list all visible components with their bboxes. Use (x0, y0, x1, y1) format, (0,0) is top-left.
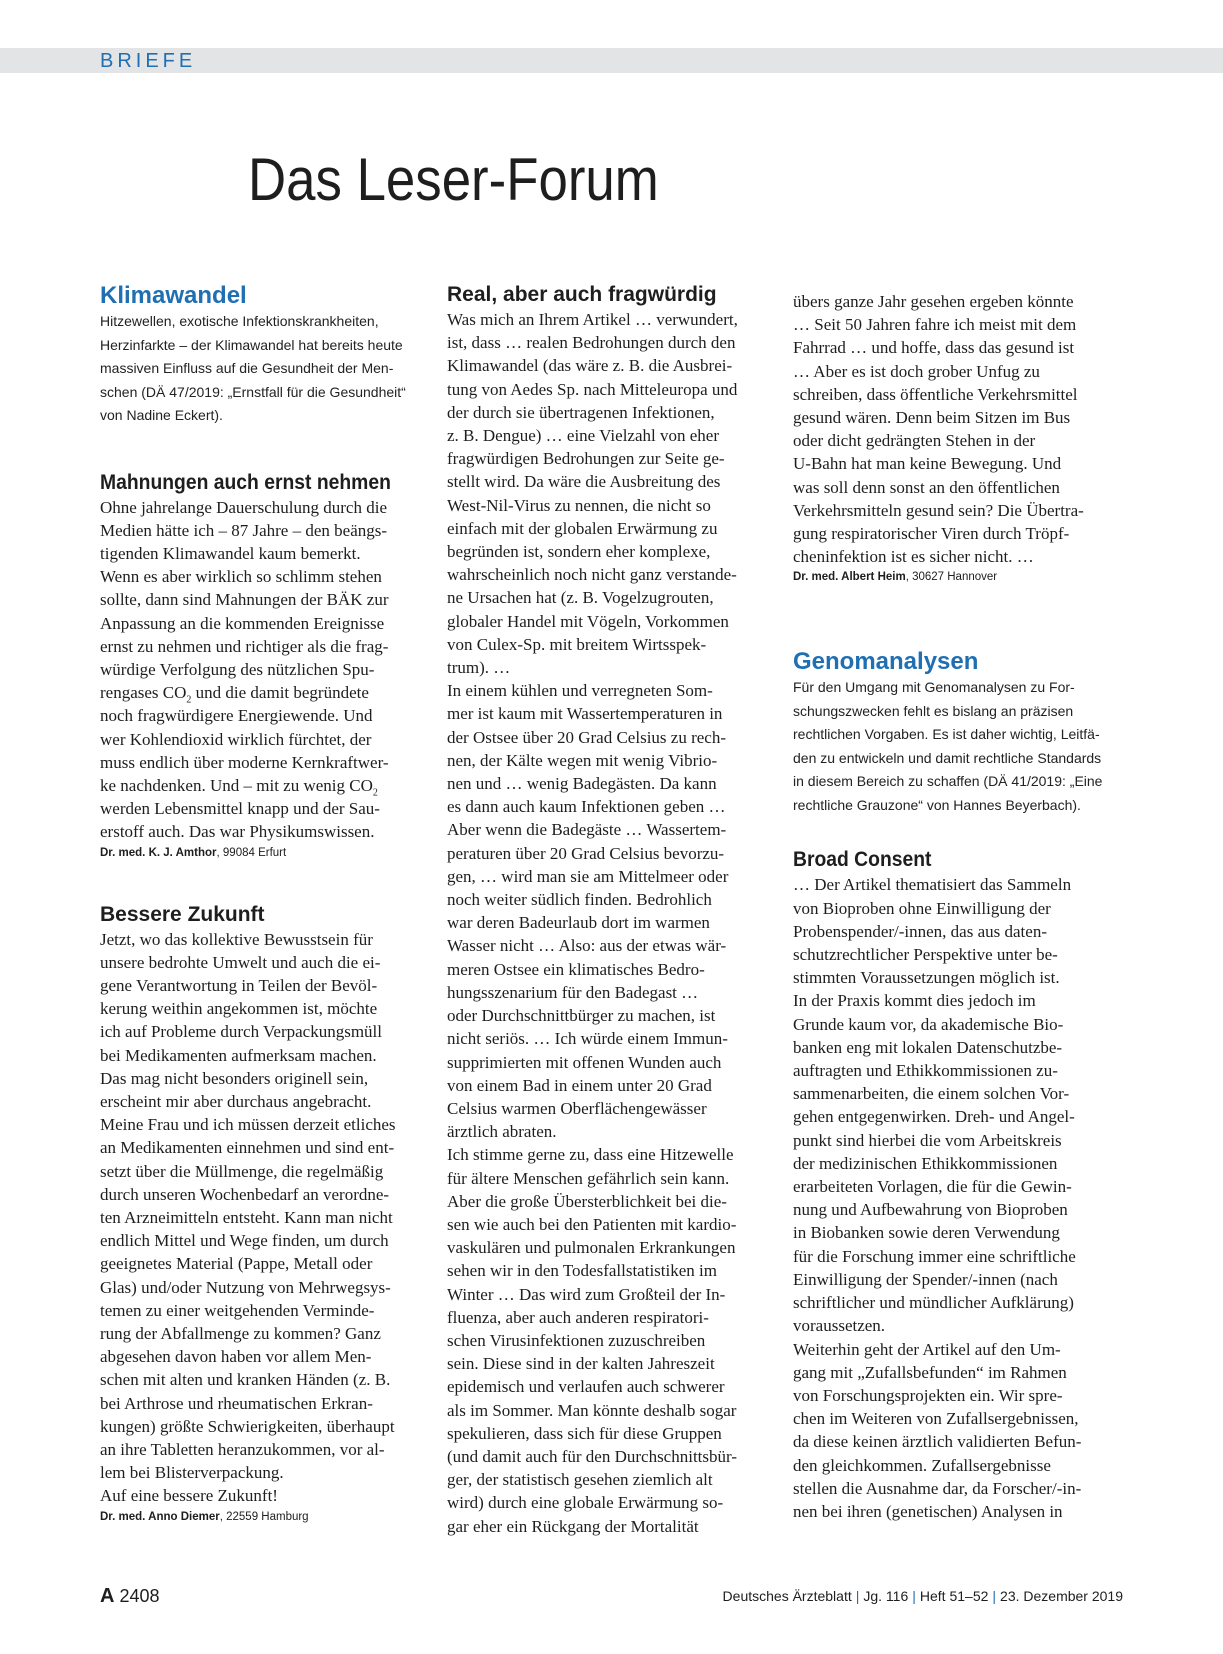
text-line: In einem kühlen und verregneten Som- (447, 681, 713, 701)
text-line: rung der Abfallmenge zu kommen? Ganz (100, 1324, 381, 1343)
journal-name: Deutsches Ärzteblatt (722, 1588, 852, 1604)
text-line: schriftlicher und mündlicher Aufklärung) (793, 1293, 1074, 1313)
text-line: ger, der statistisch gesehen ziemlich alt (447, 1470, 713, 1490)
text-line: von Bioproben ohne Einwilligung der (793, 898, 1051, 918)
text-line: chen im Weiteren von Zufallsergebnissen, (793, 1409, 1079, 1429)
text-line: gung respiratorischer Viren durch Tröpf- (793, 524, 1070, 544)
text-line: den zu entwickeln und damit rechtliche Standards (793, 749, 1102, 766)
journal-date: 23. Dezember 2019 (1000, 1588, 1123, 1604)
text-line: Verkehrsmitteln gesund sein? Die Übertra- (793, 500, 1084, 520)
text-line: der Ostsee über 20 Grad Celsius zu rech- (447, 727, 726, 747)
text-line: lem bei Blisterverpackung. (100, 1463, 284, 1483)
text-line: ten Arzneimitteln entsteht. Kann man nicht (100, 1207, 393, 1227)
text-line: erscheint mir aber durchaus angebracht. (100, 1091, 372, 1111)
text-line: globaler Handel mit Vögeln, Vorkommen (447, 611, 729, 631)
text-line: schen Virusinfektionen zuzuschreiben (447, 1330, 706, 1350)
text-line: begründen ist, sondern eher komplexe, (447, 542, 711, 562)
letter-body-continuation (793, 290, 1123, 568)
text-line: … Aber es ist doch grober Unfug zu (793, 361, 1040, 381)
text-line: bei Arthrose und rheumatischen Erkran- (100, 1393, 373, 1413)
text-line: mer ist kaum mit Wassertemperaturen in (447, 704, 723, 724)
journal-volume: Jg. 116 (863, 1588, 909, 1604)
text-line: rechtlichen Vorgaben. Es ist daher wichtig, Leitfä- (793, 726, 1100, 743)
text-line: durch unseren Wochenbedarf an verordne- (100, 1184, 390, 1204)
text-line: nung und Aufbewahrung von Bioproben (793, 1200, 1068, 1220)
text-line: gen, … wird man sie am Mittelmeer oder (447, 866, 729, 886)
text-line: … Der Artikel thematisiert das Sammeln (793, 875, 1072, 895)
topic-title-genomanalysen: Genomanalysen (793, 648, 979, 676)
text-line: (und damit auch für den Durchschnittsbür- (447, 1446, 737, 1466)
column-2 (447, 282, 777, 1538)
letter-signature-diemer: Dr. med. Anno Diemer, 22559 Hamburg (100, 1510, 309, 1523)
section-label: BRIEFE (100, 50, 197, 72)
text-line: sehen wir in den Todesfallstatistiken im (447, 1261, 717, 1281)
letter-title-mahnungen: Mahnungen auch ernst nehmen (100, 470, 391, 494)
text-line: erarbeiteten Vorlagen, die für die Gewin- (793, 1177, 1072, 1197)
text-line: fluenza, aber auch anderen respiratori- (447, 1307, 709, 1327)
text-line: … Seit 50 Jahren fahre ich meist mit dem (793, 315, 1077, 335)
text-line: Jetzt, wo das kollektive Bewusstsein für (100, 929, 373, 949)
letter-body-real-aber-fragwuerdig (447, 308, 777, 1538)
text-line: West-Nil-Virus zu nennen, die nicht so (447, 495, 711, 515)
text-line: was soll denn sonst an den öffentlichen (793, 477, 1060, 497)
text-line: nen, der Kälte wegen mit wenig Vibrio- (447, 750, 718, 770)
text-line: Aber wenn die Badegäste … Wassertem- (447, 820, 727, 840)
text-line: Fahrrad … und hoffe, dass das gesund ist (793, 338, 1075, 358)
text-line: hungsszenarium für den Badegast … (447, 982, 699, 1002)
text-line: epidemisch und verlaufen auch schwerer (447, 1377, 725, 1397)
text-line: Grunde kaum vor, da akademische Bio- (793, 1014, 1064, 1034)
column-3 (793, 290, 1123, 1523)
text-line: gar eher ein Rückgang der Mortalität (447, 1516, 699, 1536)
text-line: z. B. Dengue) … eine Vielzahl von eher (447, 426, 719, 446)
text-line: Glas) und/oder Nutzung von Mehrwegsys- (100, 1277, 391, 1297)
topic-teaser-genomanalysen (793, 676, 1123, 817)
text-line: wahrscheinlich noch nicht ganz verstande- (447, 565, 737, 585)
text-line: Für den Umgang mit Genomanalysen zu For- (793, 679, 1075, 696)
text-line: Celsius warmen Oberflächengewässer (447, 1098, 707, 1118)
letter-signature-amthor: Dr. med. K. J. Amthor, 99084 Erfurt (100, 846, 287, 859)
text-line: sen wie auch bei den Patienten mit kardio- (447, 1214, 737, 1234)
text-line: wird) durch eine globale Erwärmung so- (447, 1493, 724, 1513)
text-line: Einwilligung der Spender/-innen (nach (793, 1269, 1058, 1289)
text-line: an ihre Tabletten heranzukommen, vor al- (100, 1440, 385, 1460)
text-line: schen mit alten und kranken Händen (z. B. (100, 1370, 391, 1390)
text-line: auftragten und Ethikkommissionen zu- (793, 1061, 1058, 1081)
text-line: Meine Frau und ich müssen derzeit etliches (100, 1115, 396, 1135)
text-line: als im Sommer. Man könnte deshalb sogar (447, 1400, 737, 1420)
text-line: spekulieren, dass sich für diese Gruppen (447, 1423, 722, 1443)
text-line: in diesem Bereich zu schaffen (DÄ 41/2019: „Eine (793, 773, 1103, 790)
letter-title-broad-consent: Broad Consent (793, 848, 932, 872)
text-line: stellt wird. Da wäre die Ausbreitung des (447, 472, 721, 492)
text-line: von Culex-Sp. mit breitem Wirtsspek- (447, 634, 707, 654)
text-line: nen und … wenig Badegästen. Da kann (447, 774, 717, 794)
text-line: vaskulären und pulmonalen Erkrankungen (447, 1238, 736, 1258)
text-line: gehen entgegenwirken. Dreh- und Angel- (793, 1107, 1075, 1127)
text-line: in Biobanken sowie deren Verwendung (793, 1223, 1060, 1243)
text-line: banken eng mit lokalen Datenschutzbe- (793, 1037, 1063, 1057)
text-line: Was mich an Ihrem Artikel … verwundert, (447, 310, 738, 329)
text-line: ist, dass … realen Bedrohungen durch den (447, 333, 736, 353)
page-number: A 2408 (100, 1585, 160, 1607)
text-line: nen bei ihren (genetischen) Analysen in (793, 1501, 1063, 1521)
text-line: sein. Diese sind in der kalten Jahreszeit (447, 1354, 715, 1374)
text-line: noch weiter südlich finden. Bedrohlich (447, 890, 712, 910)
text-line: kungen) größte Schwierigkeiten, überhaupt (100, 1416, 395, 1436)
text-line: ne Ursachen hat (z. B. Vogelzugrouten, (447, 588, 714, 608)
text-line: Das mag nicht besonders originell sein, (100, 1068, 369, 1088)
text-line: es dann auch kaum Infektionen geben … (447, 797, 726, 817)
text-line: geeignetes Material (Pappe, Metall oder (100, 1254, 373, 1274)
text-line: da diese keinen ärztlich validierten Befun- (793, 1432, 1082, 1452)
text-line: Klimawandel (das wäre z. B. die Ausbrei- (447, 356, 733, 376)
text-line: bei Medikamenten aufmerksam machen. (100, 1045, 377, 1065)
text-line: einfach mit der globalen Erwärmung zu (447, 518, 718, 538)
letter-body-mahnungen: Ohne jahrelange Dauerschulung durch die Medien hätte ich – 87 Jahre – den beängs- tigenden Klimawandel kaum bemerkt. Wenn es aber wirklich so schlimm stehen sollte, dann sind Mahnungen der BÄK zur Anpassung an die kommenden Ereignisse ernst zu nehmen und richtiger als die frag- würdige Verfolgung des nützlichen Spu- rengases $CO_2$ und die damit begründete noch fragwürdigere Energiewende. Und wer Kohlendioxid wirklich fürchtet, der muss endlich über moderne Kernkraftwer- ke nachdenken. Und – mit zu wenig $CO_2$ werden Lebensmittel knapp und der Sau- erstoff auch. Das war Physikumswissen. (100, 497, 389, 842)
text-line: punkt sind hierbei die vom Arbeitskreis (793, 1130, 1062, 1150)
text-line: stimmten Voraussetzungen möglich ist. (793, 968, 1060, 988)
letter-signature-heim: Dr. med. Albert Heim, 30627 Hannover (793, 571, 998, 584)
text-line: schungszwecken fehlt es bislang an präzisen (793, 702, 1074, 719)
text-line: Winter … Das wird zum Großteil der In- (447, 1284, 726, 1304)
topic-teaser-klimawandel: Hitzewellen, exotische Infektionskrankheiten, Herzinfarkte – der Klimawandel hat bereits heute massiven Einfluss auf die Gesundheit der Men- schen (DÄ 47/2019: „Ernstfall für die Gesundheit“ von Nadine Eckert). (100, 313, 406, 423)
text-line: der durch sie übertragenen Infektionen, (447, 402, 715, 422)
text-line: Weiterhin geht der Artikel auf den Um- (793, 1339, 1061, 1359)
text-line: an Medikamenten einnehmen und sind ent- (100, 1138, 395, 1158)
letter-title-real-aber-fragwuerdig: Real, aber auch fragwürdig (447, 283, 717, 306)
text-line: Wasser nicht … Also: aus der etwas wär- (447, 936, 727, 956)
text-line: peraturen über 20 Grad Celsius bevorzu- (447, 843, 725, 863)
text-line: gene Verantwortung in Teilen der Bevöl- (100, 975, 378, 995)
text-line: meren Ostsee ein klimatisches Bedro- (447, 959, 705, 979)
journal-footer: Deutsches Ärzteblatt | Jg. 116 | Heft 51–52 | 23. Dezember 2019 (722, 1588, 1123, 1604)
text-line: voraussetzen. (793, 1316, 886, 1336)
text-line: abgesehen davon haben vor allem Men- (100, 1347, 372, 1367)
text-line: stellen die Ausnahme dar, da Forscher/-in- (793, 1478, 1082, 1498)
text-line: für die Forschung immer eine schriftliche (793, 1246, 1076, 1266)
text-line: übers ganze Jahr gesehen ergeben könnte (793, 292, 1074, 311)
text-line: von Forschungsprojekten ein. Wir spre- (793, 1385, 1063, 1405)
text-line: rechtliche Grauzone“ von Hannes Beyerbach). (793, 796, 1081, 813)
letter-body-broad-consent (793, 873, 1123, 1523)
text-line: Probenspender/-innen, das aus daten- (793, 921, 1047, 941)
text-line: trum). … (447, 658, 511, 678)
topic-title-klimawandel: Klimawandel (100, 282, 247, 309)
text-line: Ich stimme gerne zu, dass eine Hitzewelle (447, 1145, 734, 1165)
journal-issue: Heft 51–52 (919, 1588, 989, 1604)
letter-body-bessere-zukunft (100, 928, 430, 1508)
text-line: nicht seriös. … Ich würde einem Immun- (447, 1029, 728, 1049)
text-line: von einem Bad in einem unter 20 Grad (447, 1075, 712, 1095)
text-line: kerung weithin angekommen ist, möchte (100, 999, 378, 1019)
text-line: cheninfektion ist es sicher nicht. … (793, 547, 1034, 567)
text-line: oder Durchschnittbürger zu machen, ist (447, 1006, 716, 1026)
text-line: schreiben, dass öffentliche Verkehrsmittel (793, 384, 1078, 404)
text-line: Aber die große Übersterblichkeit bei die- (447, 1191, 727, 1211)
text-line: temen zu einer weitgehenden Verminde- (100, 1300, 375, 1320)
text-line: war deren Badeurlaub dort im warmen (447, 913, 710, 933)
letter-title-bessere-zukunft: Bessere Zukunft (100, 902, 265, 926)
text-line: schutzrechtlicher Perspektive unter be- (793, 945, 1058, 965)
text-line: In der Praxis kommt dies jedoch im (793, 991, 1036, 1011)
text-line: gang mit „Zufallsbefunden“ im Rahmen (793, 1362, 1067, 1382)
text-line: endlich Mittel und Wege finden, um durch (100, 1231, 389, 1251)
text-line: tung von Aedes Sp. nach Mitteleuropa und (447, 379, 738, 399)
column-1 (100, 282, 430, 1526)
text-line: fragwürdigen Bedrohungen zur Seite ge- (447, 449, 725, 469)
text-line: den gleichkommen. Zufallsergebnisse (793, 1455, 1051, 1475)
text-line: ärztlich abraten. (447, 1122, 557, 1142)
text-line: unsere bedrohte Umwelt und auch die ei- (100, 952, 381, 972)
text-line: sammenarbeiten, die einem solchen Vor- (793, 1084, 1070, 1104)
text-line: supprimierten mit offenen Wunden auch (447, 1052, 722, 1072)
text-line: U-Bahn hat man keine Bewegung. Und (793, 454, 1062, 474)
text-line: der medizinischen Ethikkommissionen (793, 1153, 1058, 1173)
text-line: für ältere Menschen gefährlich sein kann. (447, 1168, 730, 1188)
text-line: setzt über die Müllmenge, die regelmäßig (100, 1161, 384, 1181)
text-line: oder dicht gedrängten Stehen in der (793, 431, 1036, 451)
page-title: Das Leser-Forum (248, 146, 659, 213)
text-line: Auf eine bessere Zukunft! (100, 1486, 278, 1506)
text-line: ich auf Probleme durch Verpackungsmüll (100, 1022, 383, 1042)
text-line: gesund wären. Denn beim Sitzen im Bus (793, 408, 1071, 428)
